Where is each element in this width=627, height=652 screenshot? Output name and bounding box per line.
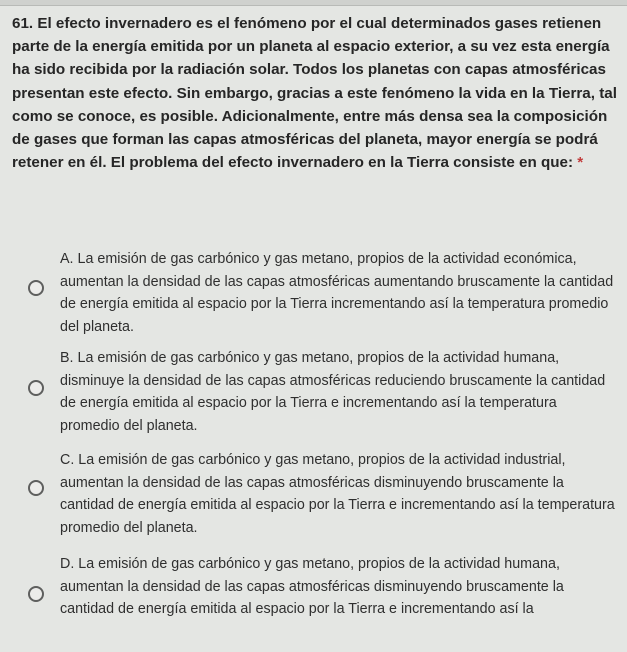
- option-b-text[interactable]: [60, 347, 620, 437]
- option-c-radio[interactable]: [28, 480, 44, 496]
- option-a-text[interactable]: [60, 248, 620, 338]
- option-a-radio[interactable]: [28, 280, 44, 296]
- option-d-label: La emisión de gas carbónico y gas metano, propios de la actividad humana, aumentan la densidad de las capas atmosféricas disminuyendo bruscamente la cantidad de energía emitida al espacio por la Tierra e incrementando así la: [60, 556, 564, 618]
- option-b-letter: B.: [60, 350, 74, 366]
- option-a[interactable]: [0, 240, 627, 343]
- option-c-letter: C.: [60, 452, 75, 468]
- answer-options: [0, 240, 627, 652]
- option-d-letter: D.: [60, 556, 75, 572]
- option-c[interactable]: [0, 446, 627, 549]
- option-b-label: La emisión de gas carbónico y gas metano, propios de la actividad humana, disminuye la densidad de las capas atmosféricas reduciendo bruscamente la cantidad de energía emitida al espacio por la Tierra e incrementando así la temperatura promedio del planeta.: [60, 350, 606, 434]
- option-d[interactable]: [0, 549, 627, 652]
- question-text: El efecto invernadero es el fenómeno por el cual determinados gases retienen parte de la energía emitida por un planeta al espacio exterior, a su vez esta energía ha sido recibida por la radiación solar. Todos los planetas con capas atmosféricas presentan este efecto. Sin embargo, gracias a este fenómeno la vida en la Tierra, tal como se conoce, es posible. Adicionalmente, entre más densa sea la composición de gases que forman las capas atmosféricas del planeta, mayor energía se podrá retener en él. El problema del efecto invernadero en la Tierra consiste en que:: [12, 15, 617, 172]
- option-d-text[interactable]: [60, 553, 620, 621]
- option-a-letter: A.: [60, 251, 74, 267]
- option-b-radio[interactable]: [28, 380, 44, 396]
- option-c-label: La emisión de gas carbónico y gas metano, propios de la actividad industrial, aumentan la densidad de las capas atmosféricas disminuyendo bruscamente la cantidad de energía emitida al espacio por la Tierra e incrementando así la temperatura promedio del planeta.: [60, 452, 615, 536]
- option-b[interactable]: [0, 343, 627, 446]
- question-number: 61.: [12, 15, 34, 32]
- question-block: [12, 12, 620, 174]
- required-asterisk: *: [577, 154, 584, 172]
- top-divider: [0, 0, 627, 6]
- option-a-label: La emisión de gas carbónico y gas metano, propios de la actividad económica, aumentan la densidad de las capas atmosféricas aumentando bruscamente la cantidad de energía emitida al espacio por la Tierra incrementando así la temperatura promedio del planeta.: [60, 251, 614, 335]
- option-d-radio[interactable]: [28, 586, 44, 602]
- option-c-text[interactable]: [60, 449, 620, 539]
